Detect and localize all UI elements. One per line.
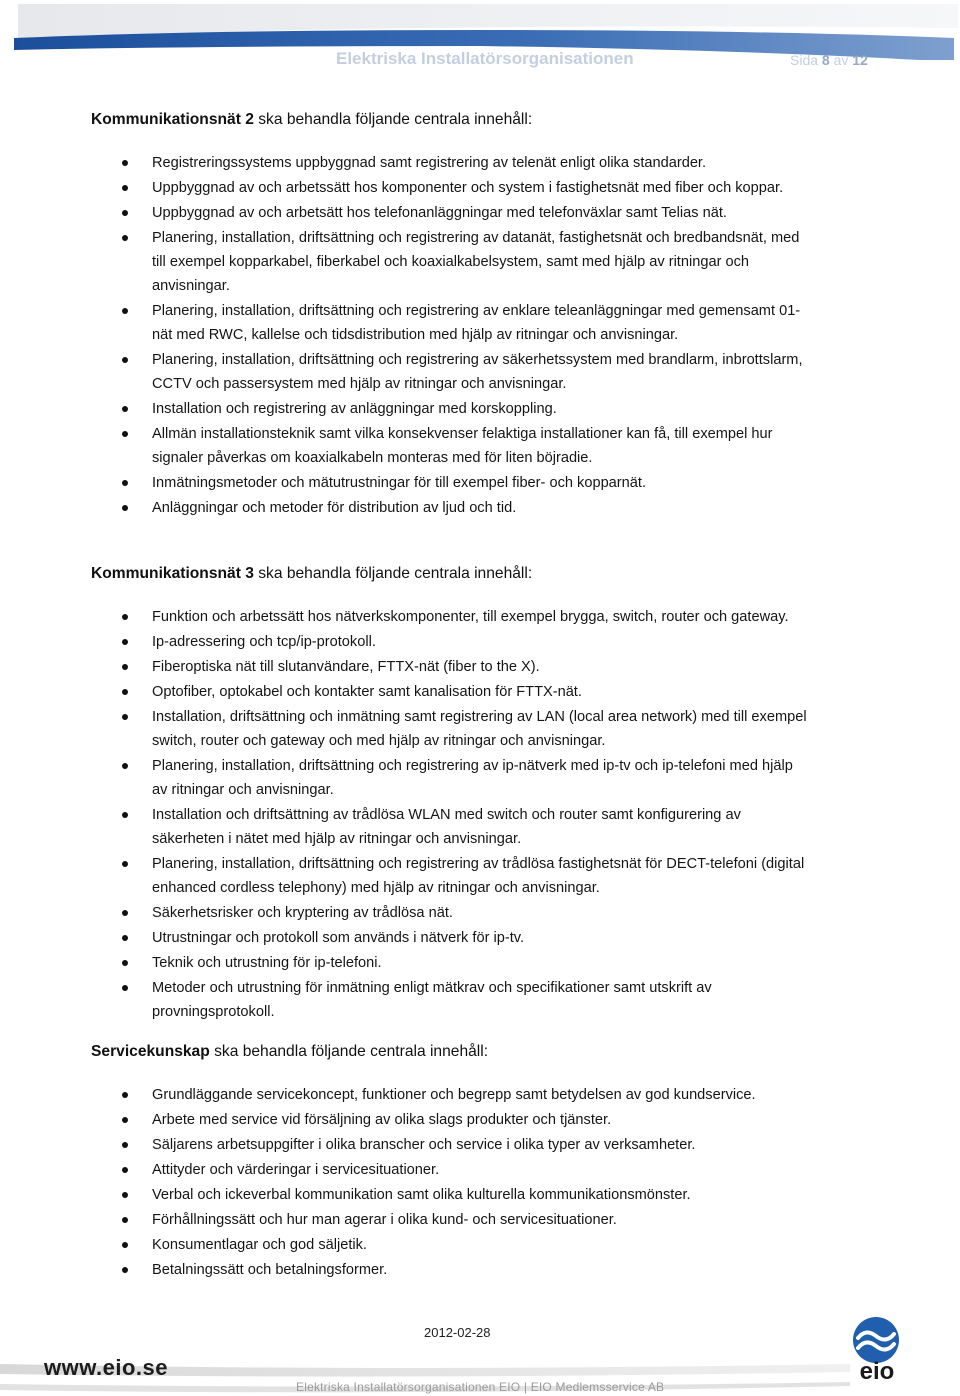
list-item-text: Attityder och värderingar i servicesituationer. xyxy=(152,1162,440,1178)
list-item xyxy=(0,1133,880,1157)
header-org-name: Elektriska Installatörsorganisationen xyxy=(336,49,634,68)
footer-website[interactable]: www.eio.se xyxy=(44,1355,169,1380)
list-item-text: Optofiber, optokabel och kontakter samt kanalisation för FTTX-nät. xyxy=(152,684,582,700)
list-item-text: Arbete med service vid försäljning av olika slags produkter och tjänster. xyxy=(152,1112,612,1128)
list-item-text: Ip-adressering och tcp/ip-protokoll. xyxy=(152,634,376,650)
section-keyword: Kommunikationsnät 3 xyxy=(91,565,254,582)
list-item xyxy=(0,1233,880,1257)
section-keyword: Kommunikationsnät 2 xyxy=(91,111,254,128)
list-item-text: anvisningar. xyxy=(152,278,230,294)
list-item xyxy=(0,803,880,851)
list-item-text: Allmän installationsteknik samt vilka konsekvenser felaktiga installationer kan få, till exempel hur xyxy=(152,426,773,442)
list-item xyxy=(0,496,880,520)
footer-date: 2012-02-28 xyxy=(424,1325,491,1340)
list-item-text: provningsprotokoll. xyxy=(152,1004,275,1020)
list-item-text: Planering, installation, driftsättning och registrering av enklare teleanläggningar med gemensamt 01- xyxy=(152,303,801,319)
list-item xyxy=(0,348,880,396)
bullet-list xyxy=(0,151,880,520)
list-item xyxy=(0,397,880,421)
list-item-text: Installation, driftsättning och inmätning samt registrering av LAN (local area network) med till exempel xyxy=(152,709,807,725)
list-item xyxy=(0,226,880,298)
list-item xyxy=(0,951,880,975)
list-item xyxy=(0,926,880,950)
list-item xyxy=(0,655,880,679)
list-item-text: Planering, installation, driftsättning och registrering av ip-nätverk med ip-tv och ip-telefoni med hjälp xyxy=(152,758,793,774)
section-heading xyxy=(91,1042,488,1062)
list-item xyxy=(0,422,880,470)
list-item-text: Fiberoptiska nät till slutanvändare, FTTX-nät (fiber to the X). xyxy=(152,659,540,675)
list-item-text: till exempel kopparkabel, fiberkabel och koaxialkabelsystem, samt med hjälp av ritningar och xyxy=(152,254,750,270)
list-item-text: CCTV och passersystem med hjälp av ritningar och anvisningar. xyxy=(152,376,567,392)
list-item-text: Säljarens arbetsuppgifter i olika branscher och service i olika typer av verksamheter. xyxy=(152,1137,696,1153)
list-item-text: Inmätningsmetoder och mätutrustningar för till exempel fiber- och kopparnät. xyxy=(152,475,646,491)
section-rest: ska behandla följande centrala innehåll: xyxy=(253,111,533,128)
list-item-text: Planering, installation, driftsättning och registrering av trådlösa fastighetsnät för DECT-telefoni (digital xyxy=(152,856,805,872)
list-item xyxy=(0,630,880,654)
list-item-text: Installation och registrering av anläggningar med korskoppling. xyxy=(152,401,557,417)
list-item-text: switch, router och gateway och med hjälp av ritningar och anvisningar. xyxy=(152,733,606,749)
list-item xyxy=(0,852,880,900)
list-item-text: Uppbyggnad av och arbetssätt hos komponenter och system i fastighetsnät med fiber och koppar. xyxy=(152,180,784,196)
list-item-text: av ritningar och anvisningar. xyxy=(152,782,334,798)
list-item xyxy=(0,1183,880,1207)
list-item xyxy=(0,605,880,629)
list-item-text: nät med RWC, kallelse och tidsdistribution med hjälp av ritningar och anvisningar. xyxy=(152,327,679,343)
list-item-text: signaler påverkas om koaxialkabeln monteras med för liten böjradie. xyxy=(152,450,593,466)
list-item xyxy=(0,754,880,802)
section-keyword: Servicekunskap xyxy=(91,1043,210,1060)
list-item xyxy=(0,1083,880,1107)
list-item-text: Installation och driftsättning av trådlösa WLAN med switch och router samt konfigurering av xyxy=(152,807,741,823)
list-item xyxy=(0,1208,880,1232)
list-item xyxy=(0,1108,880,1132)
list-item-text: Anläggningar och metoder för distribution av ljud och tid. xyxy=(152,500,517,516)
list-item-text: Säkerhetsrisker och kryptering av trådlösa nät. xyxy=(152,905,453,921)
list-item xyxy=(0,151,880,175)
list-item xyxy=(0,680,880,704)
section-rest: ska behandla följande centrala innehåll: xyxy=(253,565,533,582)
page-current: 8 xyxy=(821,52,830,68)
list-item-text: Betalningssätt och betalningsformer. xyxy=(152,1262,388,1278)
list-item xyxy=(0,201,880,225)
page-of: av xyxy=(833,52,849,68)
list-item xyxy=(0,901,880,925)
logo-text: eio xyxy=(859,1358,895,1385)
list-item-text: Planering, installation, driftsättning och registrering av säkerhetssystem med brandlarm, inbrottslarm, xyxy=(152,352,803,368)
bullet-list xyxy=(0,605,880,1024)
list-item-text: Utrustningar och protokoll som används i nätverk för ip-tv. xyxy=(152,930,525,946)
bullet-list xyxy=(0,1083,880,1282)
section-heading xyxy=(91,564,532,584)
list-item-text: Funktion och arbetssätt hos nätverkskomponenter, till exempel brygga, switch, router och gateway. xyxy=(152,609,789,625)
footer-org-line: Elektriska Installatörsorganisationen EIO | EIO Medlemsservice AB xyxy=(296,1380,665,1394)
list-item-text: Teknik och utrustning för ip-telefoni. xyxy=(152,955,382,971)
list-item-text: Planering, installation, driftsättning och registrering av datanät, fastighetsnät och bredbandsnät, med xyxy=(152,230,800,246)
list-item xyxy=(0,471,880,495)
list-item-text: säkerheten i nätet med hjälp av ritningar och anvisningar. xyxy=(152,831,522,847)
list-item xyxy=(0,1258,880,1282)
list-item-text: enhanced cordless telephony) med hjälp av ritningar och anvisningar. xyxy=(152,880,600,896)
section-rest: ska behandla följande centrala innehåll: xyxy=(209,1043,489,1060)
list-item-text: Verbal och ickeverbal kommunikation samt olika kulturella kommunikationsmönster. xyxy=(152,1187,691,1203)
list-item xyxy=(0,705,880,753)
list-item-text: Konsumentlagar och god säljetik. xyxy=(152,1237,367,1253)
page-number xyxy=(790,52,868,68)
page-prefix: Sida xyxy=(790,52,819,68)
list-item-text: Förhållningssätt och hur man agerar i olika kund- och servicesituationer. xyxy=(152,1212,617,1228)
list-item-text: Grundläggande servicekoncept, funktioner och begrepp samt betydelsen av god kundservice. xyxy=(152,1087,756,1103)
list-item-text: Uppbyggnad av och arbetsätt hos telefonanläggningar med telefonväxlar samt Telias nät. xyxy=(152,205,727,221)
section-heading xyxy=(91,110,532,130)
list-item-text: Registreringssystems uppbyggnad samt registrering av telenät enligt olika standarder. xyxy=(152,155,707,171)
list-item xyxy=(0,176,880,200)
page-total: 12 xyxy=(852,52,868,68)
list-item xyxy=(0,976,880,1024)
list-item xyxy=(0,1158,880,1182)
list-item xyxy=(0,299,880,347)
list-item-text: Metoder och utrustning för inmätning enligt mätkrav och specifikationer samt utskrift av xyxy=(152,980,712,996)
